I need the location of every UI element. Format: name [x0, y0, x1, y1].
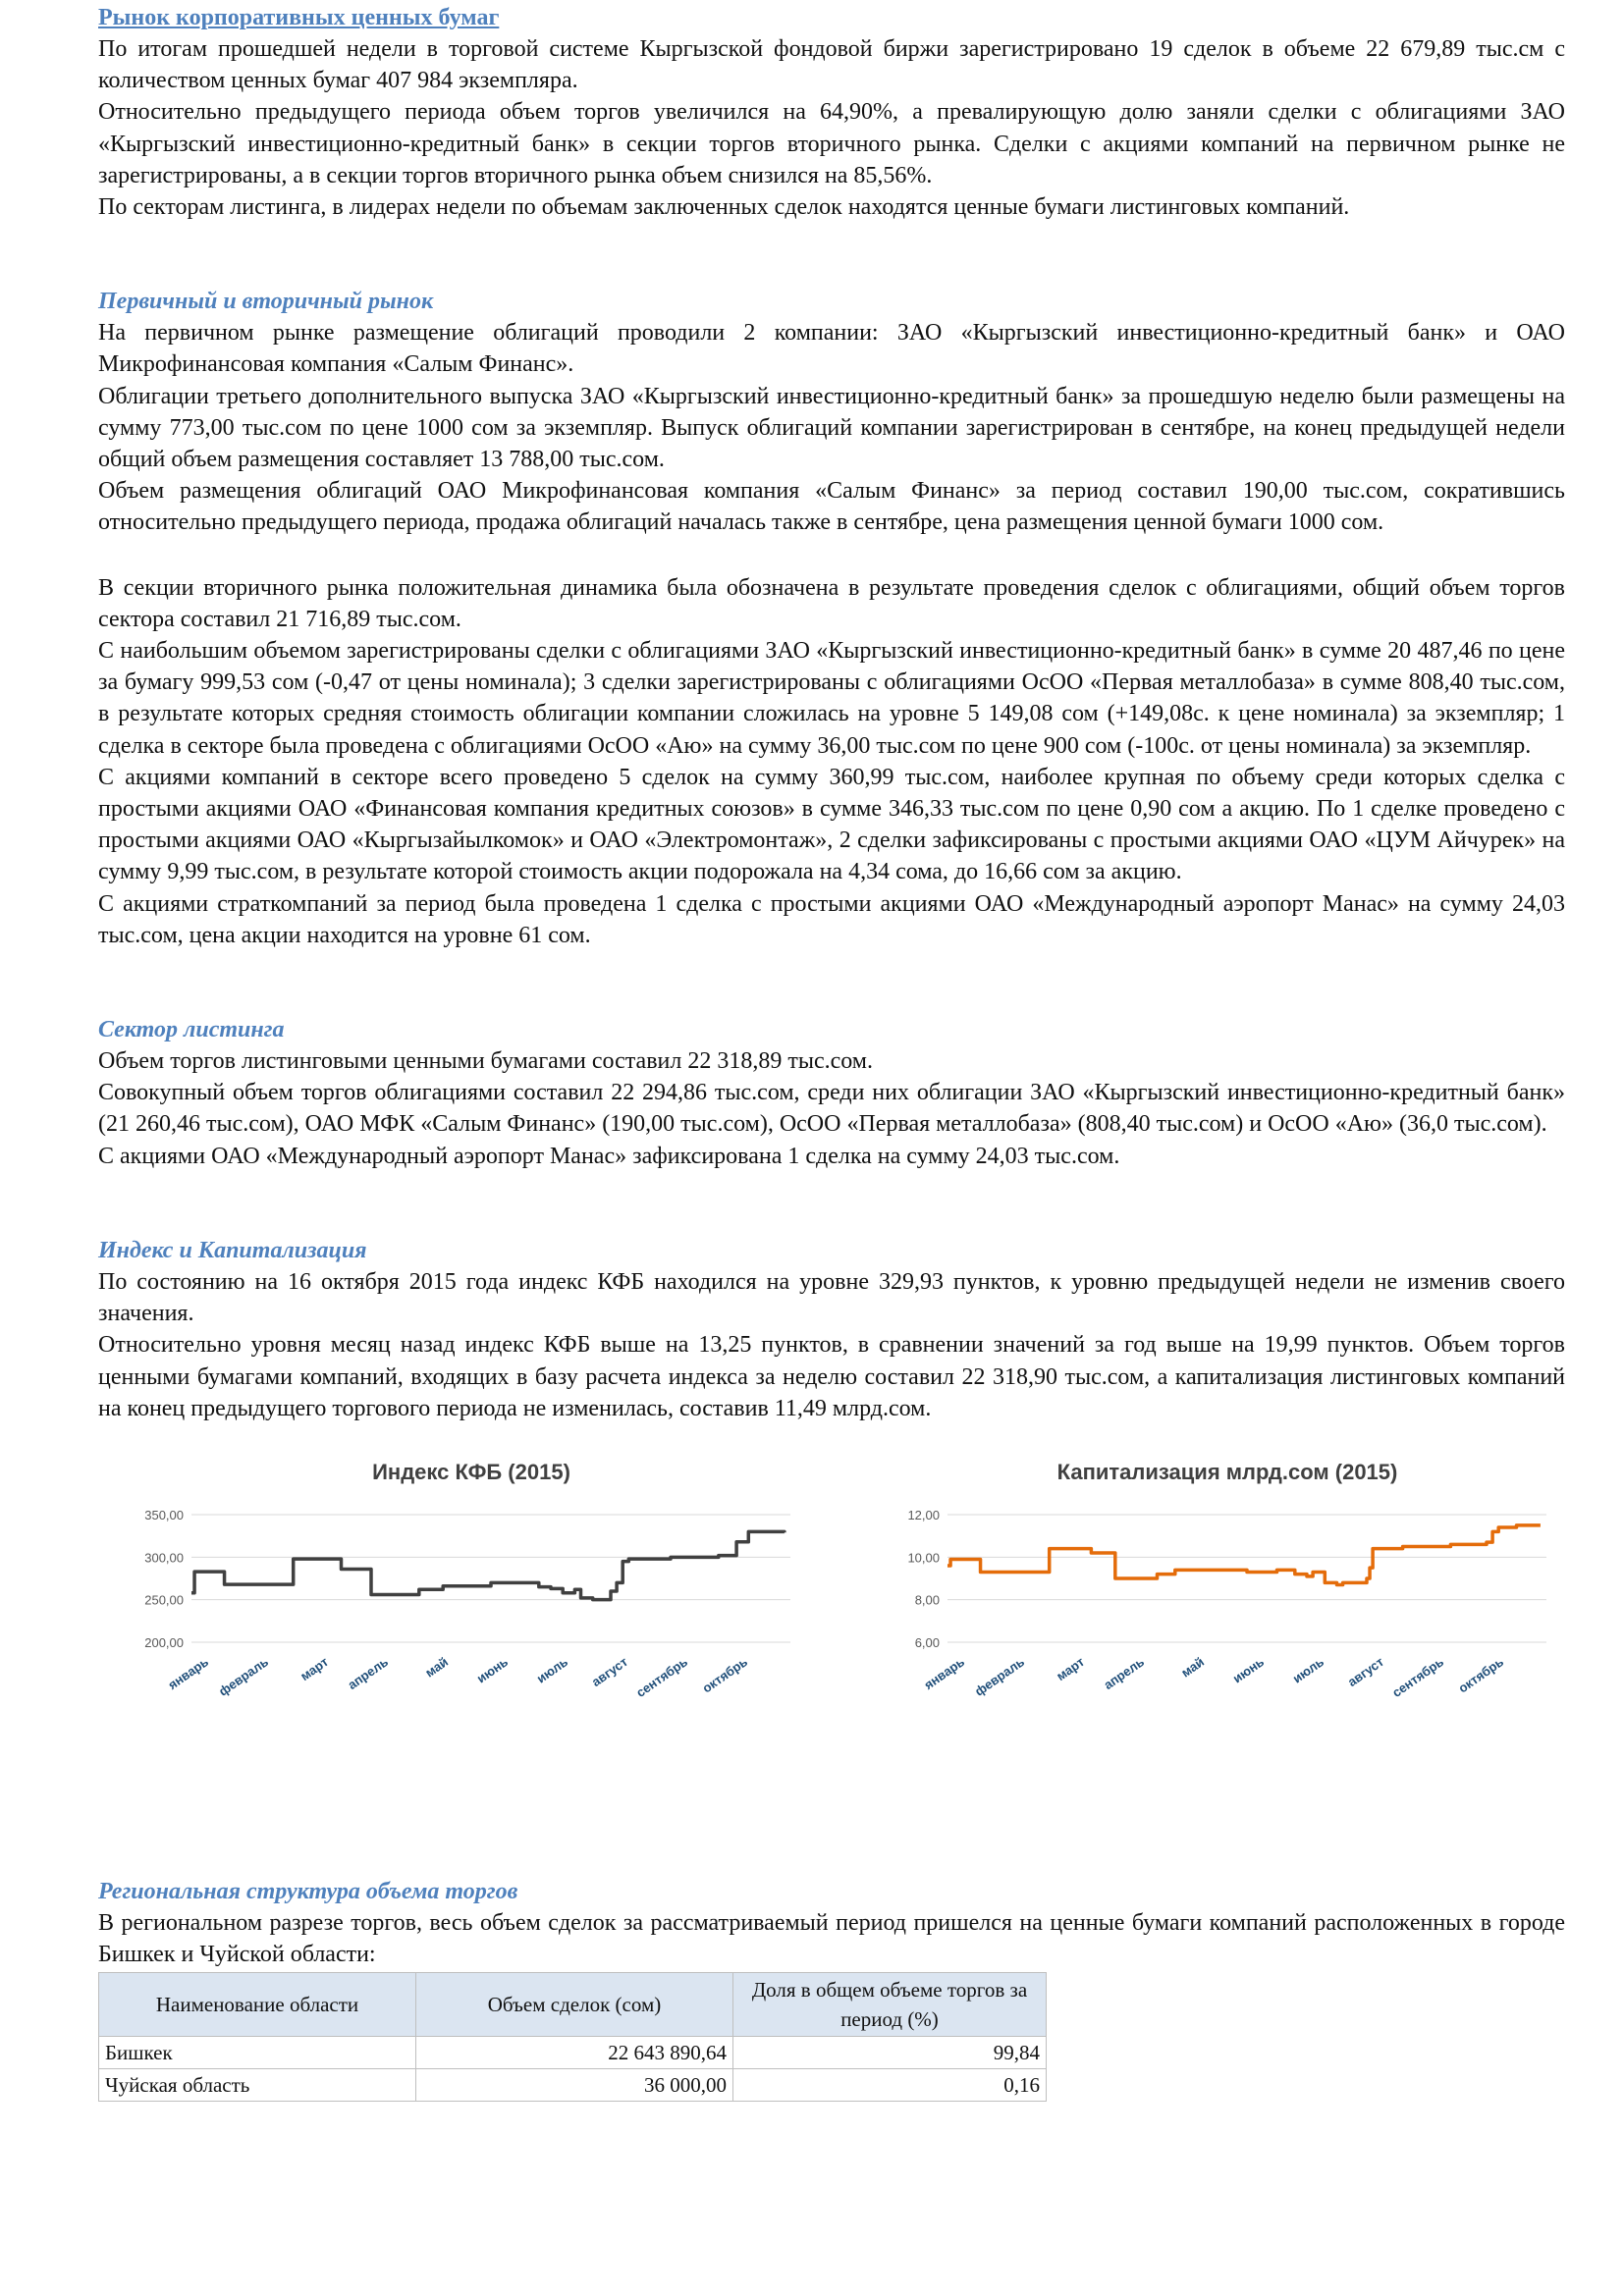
x-tick-label: февраль [972, 1654, 1028, 1699]
paragraph: Совокупный объем торгов облигациями составил 22 294,86 тыс.сом, среди них облигации ЗАО «Кыргызский инвестиционно-кредитный банк» (21 260,46 тыс.сом), ОАО МФК «Салым Финанс» (190,00 тыс.сом), ОсОО «Первая металлобаза» (808,40 тыс.сом) и ОсОО «Аю» (36,0 тыс.сом). [98, 1080, 1565, 1138]
x-tick-label: сентябрь [1389, 1654, 1447, 1700]
x-tick-label: июнь [1229, 1654, 1268, 1686]
x-tick-label: октябрь [1455, 1654, 1507, 1696]
chart-title: Капитализация млрд.сом (2015) [1056, 1459, 1398, 1484]
x-tick-label: сентябрь [633, 1654, 691, 1700]
x-tick-label: октябрь [699, 1654, 751, 1696]
chart-title: Индекс КФБ (2015) [372, 1459, 570, 1484]
table-cell-share: 0,16 [733, 2069, 1047, 2102]
paragraph: Относительно уровня месяц назад индекс КФБ выше на 13,25 пунктов, в сравнении значений за год выше на 19,99 пунктов. Объем торгов ценными бумагами компаний, входящих в базу расчета индекса за неделю составил 22 318,90 тыс.сом, а капитализация листинговых компаний на конец предыдущего торгового периода не изменилась, составив 11,49 млрд.сом. [98, 1332, 1565, 1421]
paragraph: По итогам прошедшей недели в торговой системе Кыргызской фондовой биржи зарегистрировано 19 сделок в объеме 22 679,89 тыс.см с количеством ценных бумаг 407 984 экземпляра. [98, 36, 1565, 94]
section-title-primary: Первичный и вторичный рынок [98, 289, 434, 315]
table-cell-region: Бишкек [99, 2037, 416, 2069]
x-tick-label: март [1054, 1654, 1088, 1684]
capitalization-chart-svg [854, 1446, 1571, 1839]
table-header: Наименование области [99, 1973, 416, 2037]
capitalization-chart [854, 1446, 1571, 1839]
paragraph: Относительно предыдущего периода объем торгов увеличился на 64,90%, а превалирующую долю заняли сделки с облигациями ЗАО «Кыргызский инвестиционно-кредитный банк» в секции торгов вторичного рынка. Сделки с акциями компаний на первичном рынке не зарегистрированы, а в секции торгов вторичного рынка объем снизился на 85,56%. [98, 99, 1565, 188]
table-header: Объем сделок (сом) [416, 1973, 733, 2037]
table-row [99, 2069, 1047, 2102]
x-tick-label: май [422, 1654, 452, 1681]
x-tick-label: июль [533, 1654, 571, 1686]
y-tick-label: 6,00 [914, 1634, 940, 1650]
x-tick-label: январь [921, 1654, 968, 1692]
x-tick-label: август [1344, 1654, 1387, 1689]
table-cell-volume: 22 643 890,64 [416, 2037, 733, 2069]
y-tick-label: 200,00 [144, 1634, 184, 1650]
paragraph: Объем торгов листинговыми ценными бумагами составил 22 318,89 тыс.сом. [98, 1048, 873, 1075]
index-chart [98, 1446, 815, 1839]
table-cell-share: 99,84 [733, 2037, 1047, 2069]
x-tick-label: июль [1289, 1654, 1327, 1686]
paragraph: С наибольшим объемом зарегистрированы сделки с облигациями ЗАО «Кыргызский инвестиционно-кредитный банк» в сумме 20 487,46 по цене за бумагу 999,53 сом (-0,47 от цены номинала); 3 сделки зарегистрированы с облигациями ОсОО «Первая металлобаза» в сумме 808,40 тыс.сом, в результате которых средняя стоимость облигации компании сложилась на уровне 5 149,08 сом (+149,08с. к цене номинала) за экземпляр; 1 сделка в секторе была проведена с облигациями ОсОО «Аю» на сумму 36,00 тыс.сом по цене 900 сом (-100с. от цены номинала) за экземпляр. [98, 638, 1565, 759]
document-page [98, 0, 1565, 2102]
paragraph: По секторам листинга, в лидерах недели по объемам заключенных сделок находятся ценные бумаги листинговых компаний. [98, 194, 1350, 221]
x-tick-label: февраль [216, 1654, 272, 1699]
table-header-row [99, 1973, 1047, 2037]
paragraph: С акциями страткомпаний за период была проведена 1 сделка с простыми акциями ОАО «Международный аэропорт Манас» на сумму 24,03 тыс.сом, цена акции находится на уровне 61 сом. [98, 890, 1565, 948]
paragraph: С акциями компаний в секторе всего проведено 5 сделок на сумму 360,99 тыс.сом, наиболее крупная по объему среди которых сделка с простыми акциями ОАО «Финансовая компания кредитных союзов» в сумме 346,33 тыс.сом по цене 0,90 сом а акцию. По 1 сделке проведено с простыми акциями ОАО «Кыргызайылкомок» и ОАО «Электромонтаж», 2 сделки зафиксированы с простыми акциями ОАО «ЦУМ Айчурек» на сумму 9,99 тыс.сом, в результате которой стоимость акции подорожала на 4,34 сома, до 16,66 сом за акцию. [98, 764, 1565, 885]
table-row [99, 2037, 1047, 2069]
table-cell-region: Чуйская область [99, 2069, 416, 2102]
section-title-index: Индекс и Капитализация [98, 1237, 367, 1263]
series-line [191, 1531, 785, 1599]
paragraph: Облигации третьего дополнительного выпуска ЗАО «Кыргызский инвестиционно-кредитный банк» за прошедшую неделю были размещены на сумму 773,00 тыс.сом по цене 1000 сом за экземпляр. Выпуск облигаций компании зарегистрирован в сентябре, на конец предыдущей недели общий объем размещения составляет 13 788,00 тыс.сом. [98, 383, 1565, 473]
x-tick-label: апрель [1101, 1654, 1148, 1693]
x-tick-label: август [588, 1654, 631, 1689]
paragraph: В секции вторичного рынка положительная динамика была обозначена в результате проведения сделок с облигациями, общий объем торгов сектора составил 21 716,89 тыс.сом. [98, 574, 1565, 632]
paragraph: С акциями ОАО «Международный аэропорт Манас» зафиксирована 1 сделка на сумму 24,03 тыс.сом. [98, 1143, 1120, 1169]
section-title-regional: Региональная структура объема торгов [98, 1878, 518, 1904]
x-tick-label: апрель [345, 1654, 392, 1693]
y-tick-label: 8,00 [914, 1592, 940, 1608]
y-tick-label: 250,00 [144, 1592, 184, 1608]
section-title-market: Рынок корпоративных ценных бумаг [98, 5, 500, 30]
y-tick-label: 12,00 [907, 1507, 940, 1522]
series-line [947, 1525, 1541, 1585]
y-tick-label: 10,00 [907, 1550, 940, 1566]
paragraph: На первичном рынке размещение облигаций проводили 2 компании: ЗАО «Кыргызский инвестиционно-кредитный банк» и ОАО Микрофинансовая компания «Салым Финанс». [98, 320, 1565, 378]
paragraph: В региональном разрезе торгов, весь объем сделок за рассматриваемый период пришелся на ценные бумаги компаний расположенных в городе Бишкек и Чуйской области: [98, 1909, 1565, 1968]
x-tick-label: июнь [473, 1654, 512, 1686]
x-tick-label: январь [165, 1654, 212, 1692]
paragraph: По состоянию на 16 октября 2015 года индекс КФБ находился на уровне 329,93 пунктов, к уровню предыдущей недели не изменив своего значения. [98, 1268, 1565, 1327]
paragraph: Объем размещения облигаций ОАО Микрофинансовая компания «Салым Финанс» за период составил 190,00 тыс.сом, сократившись относительно предыдущего периода, продажа облигаций началась также в сентябре, цена размещения ценной бумаги 1000 сом. [98, 478, 1565, 536]
regional-table [98, 1972, 1047, 2102]
table-header: Доля в общем объеме торгов за период (%) [733, 1973, 1047, 2037]
charts-row [98, 1446, 1565, 1848]
y-tick-label: 350,00 [144, 1507, 184, 1522]
table-cell-volume: 36 000,00 [416, 2069, 733, 2102]
x-tick-label: март [298, 1654, 332, 1684]
x-tick-label: май [1178, 1654, 1208, 1681]
section-title-listing: Сектор листинга [98, 1017, 285, 1043]
index-chart-svg [98, 1446, 815, 1839]
y-tick-label: 300,00 [144, 1550, 184, 1566]
